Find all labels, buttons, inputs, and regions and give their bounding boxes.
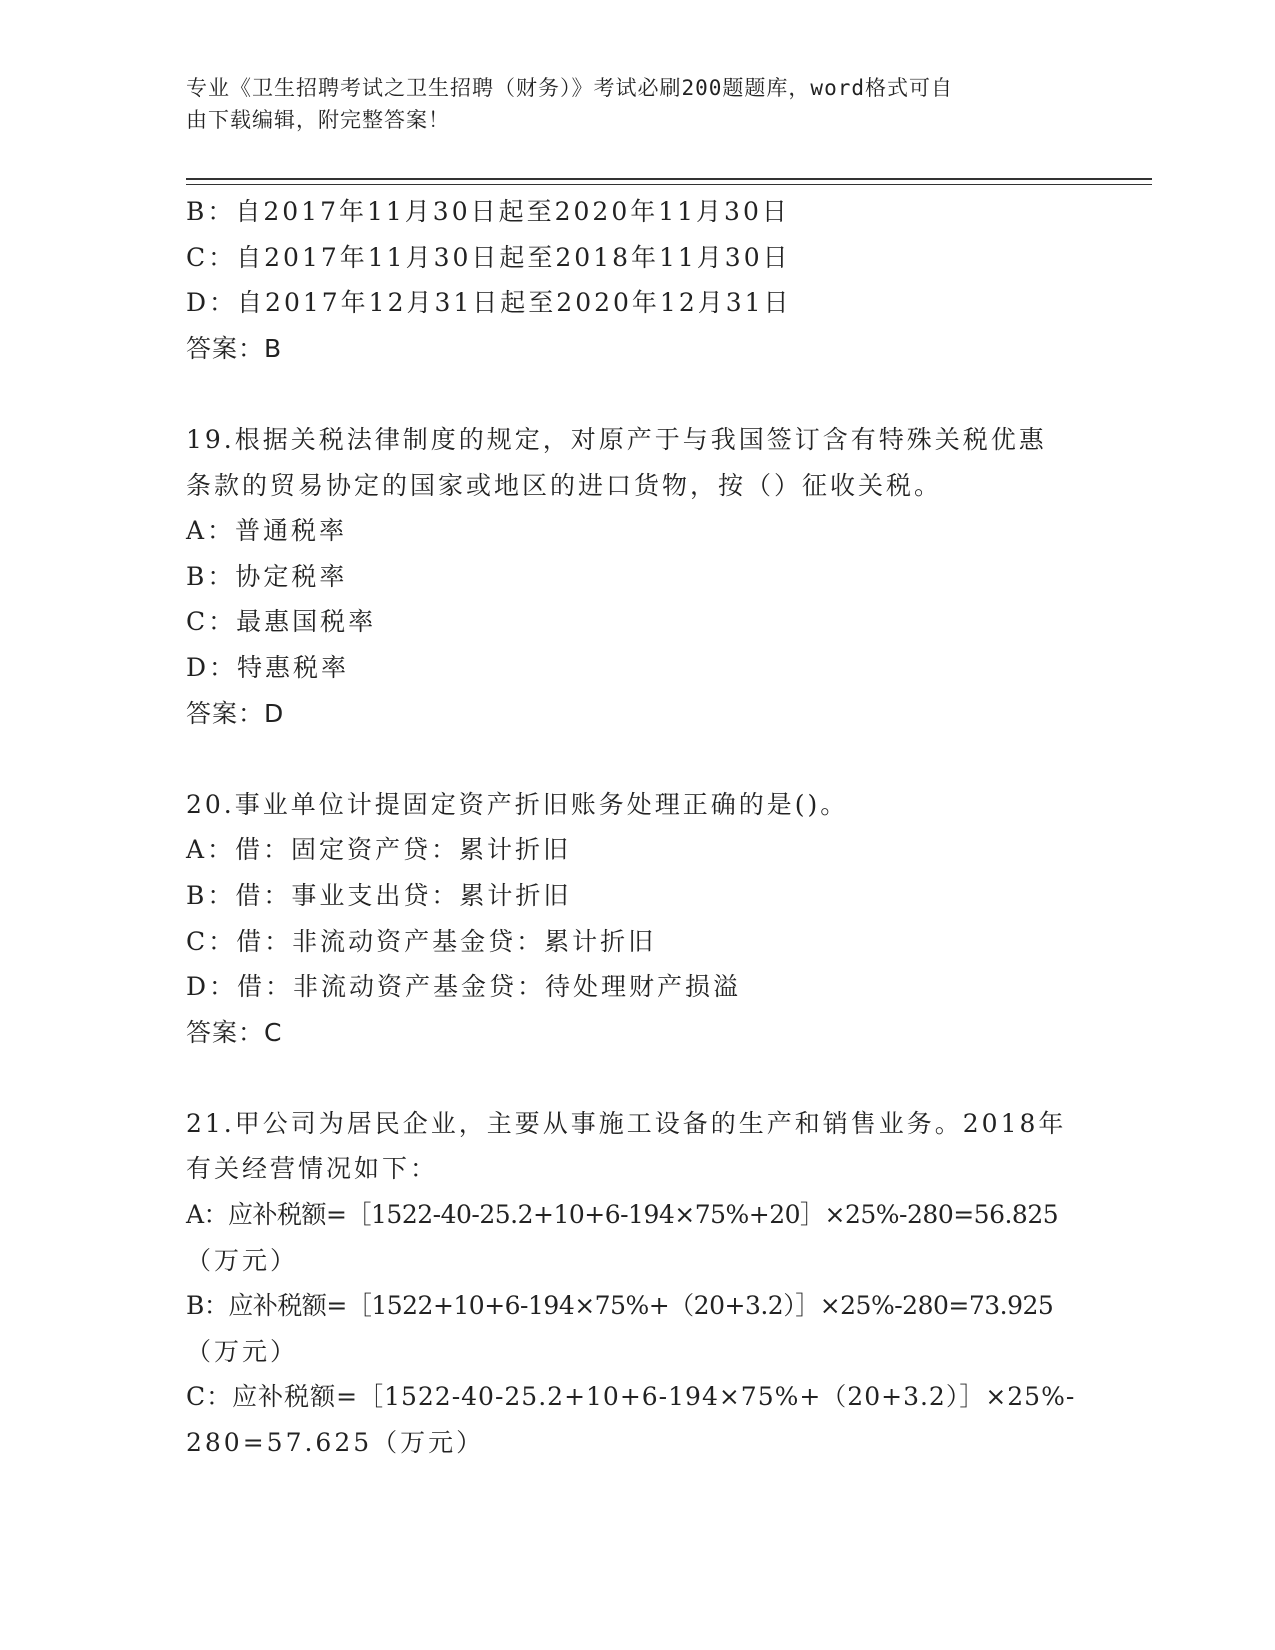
option-c-continued: 280=57.625（万元） — [186, 1428, 485, 1458]
option-d: D：借：非流动资产基金贷：待处理财产损溢 — [186, 972, 742, 1002]
option-b: B：借：事业支出贷：累计折旧 — [186, 880, 572, 910]
option-c: C：自2017年11月30日起至2018年11月30日 — [186, 242, 791, 272]
question-stem: 20.事业单位计提固定资产折旧账务处理正确的是()。 — [186, 789, 849, 819]
answer: 答案：D — [186, 698, 285, 728]
option-a: A：普通税率 — [186, 516, 348, 546]
question-stem-continued: 有关经营情况如下： — [186, 1154, 439, 1184]
question-19 — [186, 417, 1076, 736]
spacer — [186, 736, 1076, 782]
header-line-2: 由下载编辑，附完整答案！ — [186, 108, 450, 132]
option-a-continued: （万元） — [186, 1245, 299, 1275]
question-list — [186, 189, 1076, 1466]
option-a: A：借：固定资产贷：累计折旧 — [186, 835, 572, 865]
option-d: D：自2017年12月31日起至2020年12月31日 — [186, 288, 792, 318]
question-20 — [186, 782, 1076, 1056]
question-stem-continued: 条款的贸易协定的国家或地区的进口货物，按（）征收关税。 — [186, 470, 943, 500]
option-b: B：协定税率 — [186, 561, 348, 591]
header-line-1: 专业《卫生招聘考试之卫生招聘（财务）》考试必刷200题题库，word格式可自 — [186, 76, 953, 100]
question-21 — [186, 1101, 1076, 1466]
answer: 答案：C — [186, 1017, 283, 1047]
option-b: B：自2017年11月30日起至2020年11月30日 — [186, 197, 790, 226]
answer: 答案：B — [186, 333, 283, 363]
document-header — [186, 72, 1066, 136]
option-c: C：最惠国税率 — [186, 607, 377, 637]
spacer — [186, 371, 1076, 417]
option-b: B：应补税额=［1522+10+6-194×75%+（20+3.2）］×25%-280=73.925 — [186, 1291, 1054, 1321]
question-stem: 19.根据关税法律制度的规定，对原产于与我国签订含有特殊关税优惠 — [186, 424, 1047, 454]
header-divider-thin — [186, 184, 1152, 185]
header-divider-thick — [186, 178, 1152, 180]
option-a: A：应补税额=［1522-40-25.2+10+6-194×75%+20］×25%-280=56.825 — [186, 1200, 1059, 1230]
option-c: C：应补税额=［1522-40-25.2+10+6-194×75%+（20+3.2）］×25%- — [186, 1382, 1076, 1412]
option-b-continued: （万元） — [186, 1336, 299, 1366]
question-18-options — [186, 189, 1076, 371]
option-d: D：特惠税率 — [186, 652, 350, 682]
spacer — [186, 1055, 1076, 1101]
option-c: C：借：非流动资产基金贷：累计折旧 — [186, 926, 657, 956]
question-stem: 21.甲公司为居民企业，主要从事施工设备的生产和销售业务。2018年 — [186, 1108, 1067, 1138]
